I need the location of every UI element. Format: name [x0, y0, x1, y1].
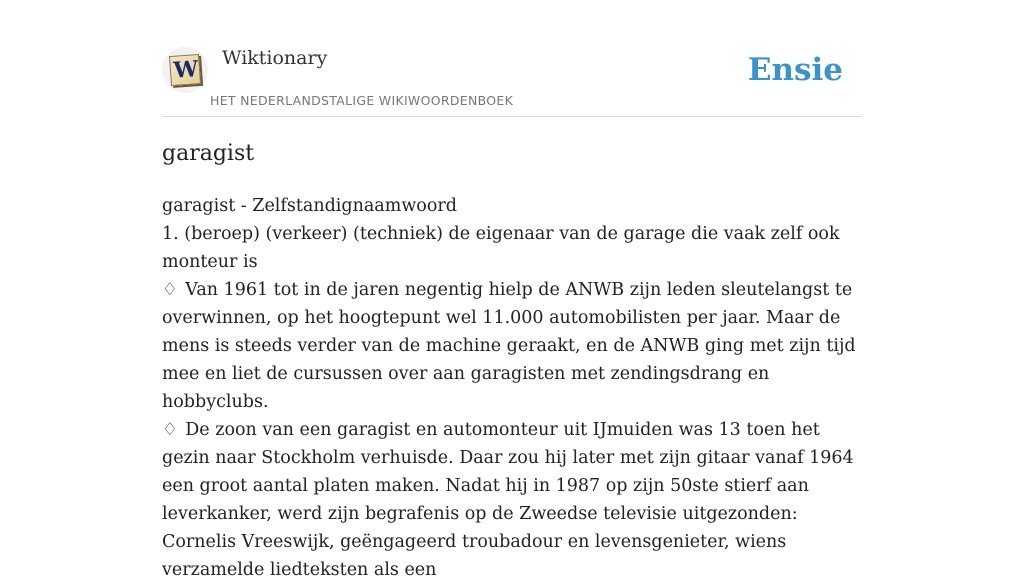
ensie-brand-logo[interactable]: Ensie [747, 52, 843, 88]
site-name[interactable]: Wiktionary [222, 47, 328, 69]
logo-tile-icon [169, 54, 201, 86]
example-text: De zoon van een garagist en automonteur uit IJmuiden was 13 toen het gezin naar Stockholm verhuisde. Daar zou hij later met zijn gitaar vanaf 1964 een groot aantal platen maken. Nadat hij in 1987 op zijn 50ste stierf aan leverkanker, werd zijn begrafenis op de Zweedse televisie uitgezonden: Cornelis Vreeswijk, geëngageerd troubadour en levensgenieter, wiens verzamelde liedteksten als een [162, 420, 854, 580]
example-2 [162, 416, 867, 584]
example-marker-icon: ♢ [162, 280, 178, 300]
page [162, 0, 862, 580]
part-of-speech-line: garagist - Zelfstandignaamwoord [162, 196, 457, 216]
example-text: Van 1961 tot in de jaren negentig hielp de ANWB zijn leden sleutelangst te overwinnen, op het hoogtepunt wel 11.000 automobilisten per jaar. Maar de mens is steeds verder van de machine geraakt, en de ANWB ging met zijn tijd mee en liet de cursussen over aan garagisten met zendingsdrang en hobbyclubs. [162, 280, 856, 412]
entry-content [162, 192, 867, 584]
site-tagline: HET NEDERLANDSTALIGE WIKIWOORDENBOEK [210, 93, 514, 108]
entry-title: garagist [162, 141, 255, 166]
definition: 1. (beroep) (verkeer) (techniek) de eigenaar van de garage die vaak zelf ook monteur is [162, 224, 840, 272]
logo-letter: W [172, 56, 200, 84]
site-header [162, 0, 862, 117]
example-1 [162, 276, 867, 416]
example-marker-icon: ♢ [162, 420, 178, 440]
wiktionary-logo[interactable] [162, 47, 208, 93]
